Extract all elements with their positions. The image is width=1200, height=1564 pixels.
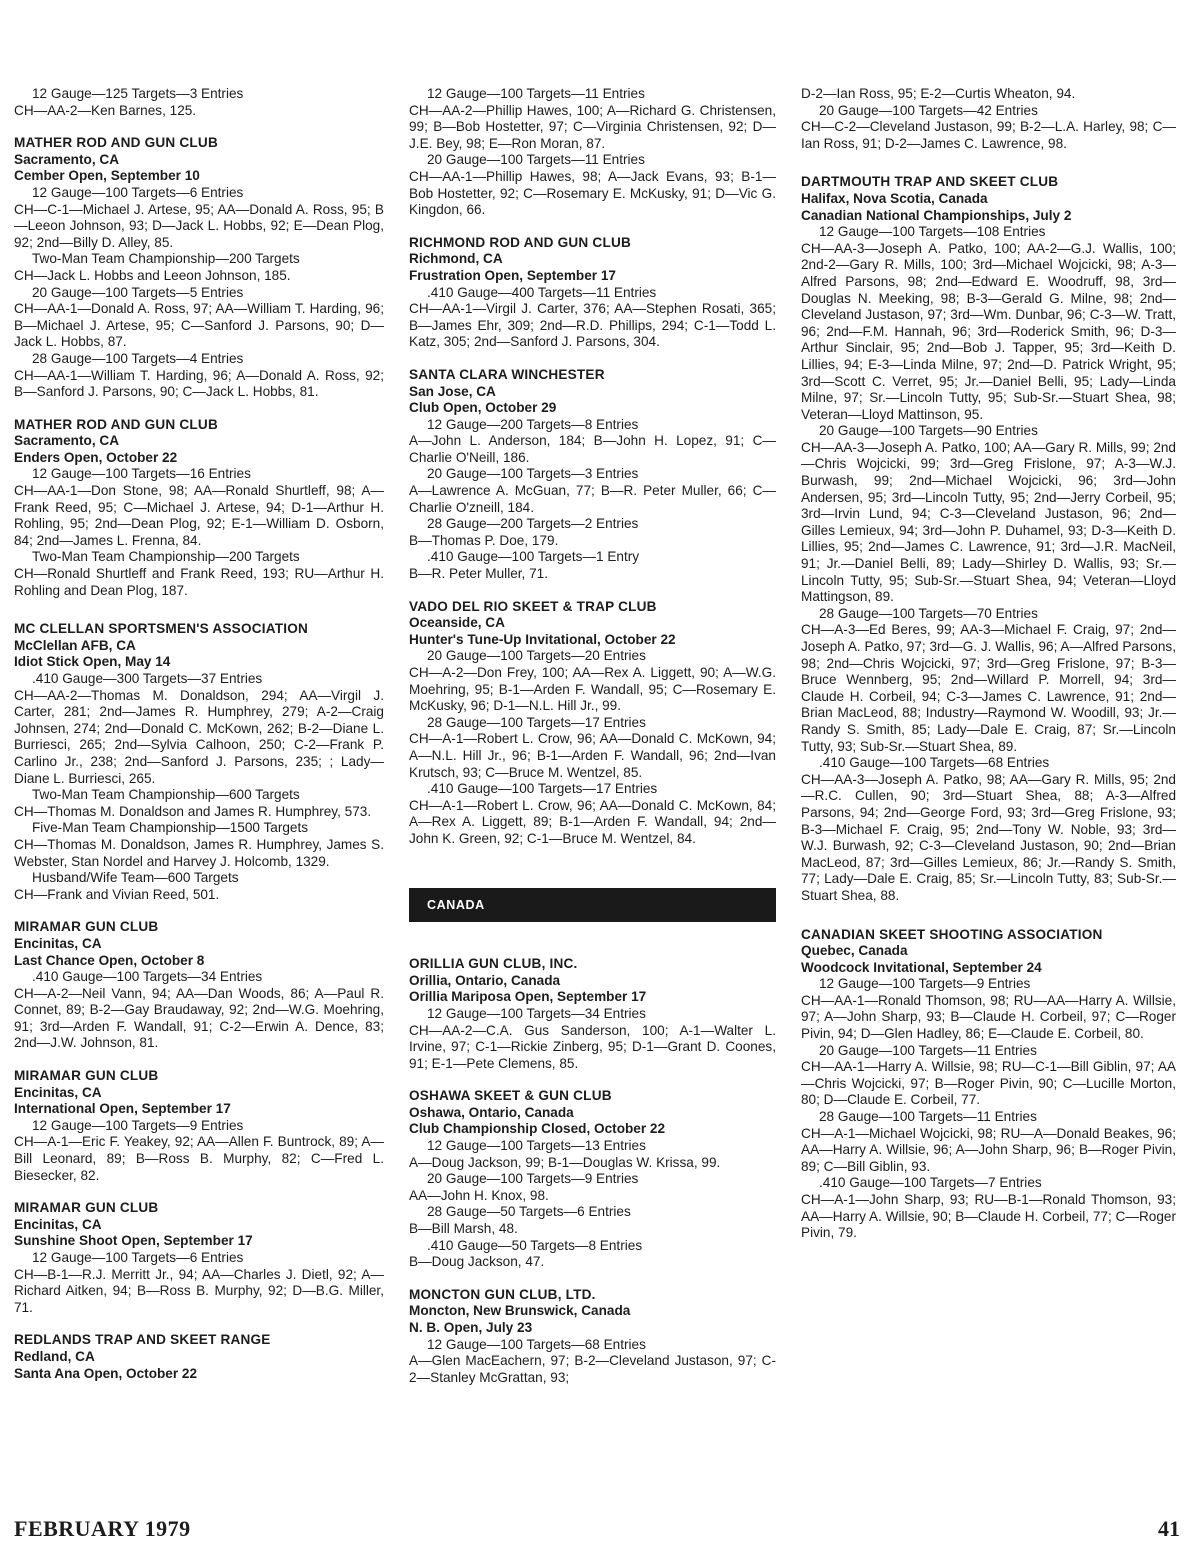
result-text: CH—A-3—Ed Beres, 99; AA-3—Michael F. Craig, 97; 2nd—Joseph A. Patko, 97; 3rd—G. J. Wallis, 96; A—Alfred Parsons, 98; 2nd—Chris Wojcicki, 97; 3rd—Greg Frislone, 97; B-3—Bruce Wennberg, 95; 2nd—Willard P. Morrell, 94; 3rd—Claude H. Corbeil, 94; C-3—James C. Lawrence, 91; 2nd—Brian MacLeod, 88; Industry—Raymond W. Woodill, 93; Jr.—Randy S. Smith, 85; Lady—Dale E. Craig, 87; Sr.—Lincoln Tutty, 93; Sub-Sr.—Stuart Shea, 89.	[801, 622, 1177, 754]
event-heading: 12 Gauge—100 Targets—16 Entries	[32, 466, 251, 482]
result-text: A—Doug Jackson, 99; B-1—Douglas W. Krissa, 99.	[409, 1154, 721, 1170]
event-title: Canadian National Championships, July 2	[801, 207, 1072, 223]
club-name: REDLANDS TRAP AND SKEET RANGE	[14, 1332, 271, 1348]
event-heading: 12 Gauge—100 Targets—13 Entries	[427, 1138, 646, 1154]
club-location: McClellan AFB, CA	[14, 637, 136, 653]
event-heading: .410 Gauge—100 Targets—1 Entry	[427, 549, 640, 565]
section-banner: CANADA	[409, 888, 776, 923]
result-text: CH—AA-2—Thomas M. Donaldson, 294; AA—Virgil J. Carter, 281; 2nd—James R. Humphrey, 279; A-2—Craig Johnsen, 274; 2nd—Donald C. McKown, 262; B-2—Diane L. Burriesci, 265; 2nd—Sylvia Calhoon, 250; C-2—Frank P. Carlino Jr., 238; 2nd—Sanford J. Parsons, 235; ; Lady—Diane L. Burriesci, 265.	[14, 687, 384, 786]
event-title: Santa Ana Open, October 22	[14, 1365, 198, 1381]
club-location: Halifax, Nova Scotia, Canada	[801, 190, 988, 206]
event-heading: 20 Gauge—100 Targets—5 Entries	[32, 284, 244, 300]
club-location: Sacramento, CA	[14, 433, 120, 449]
result-text: AA—John H. Knox, 98.	[409, 1187, 549, 1203]
event-heading: 12 Gauge—100 Targets—9 Entries	[32, 1117, 244, 1133]
club-location: Oshawa, Ontario, Canada	[409, 1104, 574, 1120]
club-name: ORILLIA GUN CLUB, INC.	[409, 956, 578, 972]
club-name: MIRAMAR GUN CLUB	[14, 1068, 159, 1084]
result-text: CH—AA-2—C.A. Gus Sanderson, 100; A-1—Walter L. Irvine, 97; C-1—Rickie Zinberg, 95; D-1—Grant D. Coones, 91; E-1—Pete Clemens, 85.	[409, 1022, 776, 1071]
event-heading: 12 Gauge—200 Targets—8 Entries	[427, 416, 639, 432]
result-text: CH—AA-2—Phillip Hawes, 100; A—Richard G. Christensen, 99; B—Bob Hostetter, 97; C—Virginia Christensen, 92; D—J.E. Bey, 98; E—Ron Moran, 87.	[409, 102, 776, 151]
result-text: CH—Jack L. Hobbs and Leeon Johnson, 185.	[14, 267, 291, 283]
club-section	[409, 235, 776, 351]
result-text: CH—A-1—Robert L. Crow, 96; AA—Donald C. McKown, 84; A—Rex A. Liggett, 89; B-1—Arden F. Wandall, 94; 2nd—John K. Green, 92; C-1—Bruce M. Wentzel, 84.	[409, 797, 776, 846]
event-title: Hunter's Tune-Up Invitational, October 22	[409, 631, 676, 647]
event-heading: 28 Gauge—100 Targets—70 Entries	[819, 605, 1038, 621]
result-text: B—R. Peter Muller, 71.	[409, 566, 549, 582]
event-heading: 20 Gauge—100 Targets—42 Entries	[819, 102, 1038, 118]
club-name: CANADIAN SKEET SHOOTING ASSOCIATION	[801, 926, 1103, 942]
result-text: CH—AA-3—Joseph A. Patko, 98; AA—Gary R. Mills, 95; 2nd—R.C. Cullen, 90; 3rd—Stuart Shea, 88; A-3—Alfred Parsons, 94; 2nd—George Ford, 93; 3rd—Greg Frislone, 93; B-3—Michael F. Craig, 95; 2nd—Tony W. Noble, 93; 3rd—W.J. Burwash, 92; C-3—Cleveland Justason, 90; 2nd—Brian MacLeod, 87; 3rd—Gilles Lemieux, 86; Jr.—Randy S. Smith, 77; Lady—Dale E. Craig, 85; Sr.—Lincoln Tutty, 83; Sub-Sr.—Stuart Shea, 88.	[801, 771, 1176, 903]
club-section	[14, 135, 384, 401]
event-heading: .410 Gauge—100 Targets—34 Entries	[32, 969, 263, 985]
event-title: Club Championship Closed, October 22	[409, 1121, 666, 1137]
event-heading: .410 Gauge—50 Targets—8 Entries	[427, 1237, 643, 1253]
result-text: CH—Thomas M. Donaldson and James R. Humphrey, 573.	[14, 803, 372, 819]
event-title: Idiot Stick Open, May 14	[14, 654, 171, 670]
column-left	[14, 86, 384, 1398]
event-heading: Two-Man Team Championship—600 Targets	[32, 787, 300, 803]
event-heading: Husband/Wife Team—600 Targets	[32, 870, 239, 886]
event-title: Frustration Open, September 17	[409, 267, 616, 283]
event-heading: 28 Gauge—100 Targets—11 Entries	[819, 1109, 1037, 1125]
event-title: N. B. Open, July 23	[409, 1320, 533, 1335]
event-heading: Two-Man Team Championship—200 Targets	[32, 549, 300, 565]
result-text: CH—B-1—R.J. Merritt Jr., 94; AA—Charles J. Dietl, 92; A—Richard Aitken, 94; B—Ross B. Murphy, 92; D—B.G. Miller, 71.	[14, 1266, 384, 1315]
club-location: Redland, CA	[14, 1348, 95, 1364]
event-heading: 20 Gauge—100 Targets—20 Entries	[427, 648, 646, 664]
event-heading: 12 Gauge—100 Targets—9 Entries	[819, 976, 1031, 992]
result-text: CH—AA-3—Joseph A. Patko, 100; AA—Gary R. Mills, 99; 2nd—Chris Wojcicki, 99; 3rd—Greg Frislone, 97; A-3—W.J. Burwash, 99; 2nd—Michael Wojcicki, 96; 3rd—John Andersen, 95; 3rd—Lincoln Tutty, 95; 2nd—Jerry Corbeil, 95; 3rd—Irvin Lund, 94; C-3—Cleveland Justason, 96; 2nd—Gilles Lemieux, 94; 3rd—John P. Duhamel, 93; D-3—Keith D. Lillies, 95; 2nd—James C. Lawrence, 91; 3rd—J.R. MacNeil, 91; Jr.—Daniel Belli, 89; Lady—Shirley D. Wallis, 93; Sr.—Lincoln Tutty, 95; Sub-Sr.—Stuart Shea, 94; Veteran—Lloyd Mattingson, 89.	[801, 439, 1176, 605]
event-heading: .410 Gauge—100 Targets—68 Entries	[819, 755, 1050, 771]
event-heading: .410 Gauge—400 Targets—11 Entries	[427, 284, 657, 300]
club-section	[409, 367, 776, 583]
club-name: OSHAWA SKEET & GUN CLUB	[409, 1088, 612, 1104]
club-name: VADO DEL RIO SKEET & TRAP CLUB	[409, 598, 657, 614]
club-section	[14, 86, 384, 119]
event-heading: 12 Gauge—100 Targets—6 Entries	[32, 1250, 244, 1265]
issue-date: FEBRUARY 1979	[14, 1516, 191, 1541]
club-name: MIRAMAR GUN CLUB	[14, 919, 159, 935]
event-title: Last Chance Open, October 8	[14, 952, 205, 968]
club-section	[14, 1200, 384, 1316]
club-location: Moncton, New Brunswick, Canada	[409, 1303, 631, 1319]
club-location: Encinitas, CA	[14, 1084, 102, 1100]
event-heading: 28 Gauge—50 Targets—6 Entries	[427, 1204, 631, 1220]
event-heading: 12 Gauge—100 Targets—6 Entries	[32, 184, 244, 200]
page-number: 41	[1158, 1516, 1180, 1541]
result-text: CH—A-1—Eric F. Yeakey, 92; AA—Allen F. Buntrock, 89; A—Bill Leonard, 89; B—Ross B. Murphy, 82; C—Fred L. Biesecker, 82.	[14, 1134, 384, 1183]
result-text: CH—AA-1—Ronald Thomson, 98; RU—AA—Harry A. Willsie, 97; A—John Sharp, 93; B—Claude H. Corbeil, 97; C—Roger Pivin, 94; D—Glen Hadley, 86; E—Claude E. Corbeil, 80.	[801, 992, 1176, 1042]
club-name: MC CLELLAN SPORTSMEN'S ASSOCIATION	[14, 621, 308, 637]
club-name: RICHMOND ROD AND GUN CLUB	[409, 234, 631, 250]
result-text: A—Lawrence A. McGuan, 77; B—R. Peter Muller, 66; C—Charlie O'zneill, 184.	[409, 483, 776, 515]
event-heading: 20 Gauge—100 Targets—3 Entries	[427, 466, 639, 482]
result-text: CH—AA-3—Joseph A. Patko, 100; AA-2—G.J. Wallis, 100; 2nd-2—Gary R. Mills, 100; 3rd—Michael Wojcicki, 98; A-3—Alfred Parsons, 98; 2nd—Edward E. Woodruff, 98, 3rd—Douglas N. Meeking, 98; B-3—Gerald G. Milne, 98; 2nd—Cleveland Justason, 97; 3rd—Wm. Dunbar, 96; C-3—W. Tratt, 96; 2nd—F.M. Hannah, 96; 3rd—Roderick Smith, 96; D-3—Arthur Sinclair, 95; 2nd—Bob J. Tapper, 95; 3rd—Keith D. Lillies, 94; E-3—Linda Milne, 97; 2nd—D. Patrick Wright, 95; 3rd—Scott C. Verret, 95; Jr.—Daniel Belli, 95; Lady—Linda Milne, 97; Sr.—Lincoln Tutty, 95; Sub-Sr.—Stuart Shea, 98; Veteran—Lloyd Mattinson, 95.	[801, 240, 1176, 422]
result-text: CH—A-1—Robert L. Crow, 96; AA—Donald C. McKown, 94; A—N.L. Hill Jr., 96; B-1—Arden F. Wandall, 96; 2nd—Ivan Krutsch, 93; C—Bruce M. Wentzel, 85.	[409, 731, 776, 780]
column-middle	[409, 86, 776, 1402]
club-location: Sacramento, CA	[14, 151, 120, 167]
club-location: Encinitas, CA	[14, 935, 102, 951]
club-name: MATHER ROD AND GUN CLUB	[14, 135, 218, 151]
event-heading: .410 Gauge—300 Targets—37 Entries	[32, 671, 263, 686]
club-section	[14, 919, 384, 1052]
club-section	[409, 1287, 776, 1387]
event-heading: 20 Gauge—100 Targets—9 Entries	[427, 1171, 639, 1187]
event-title: Enders Open, October 22	[14, 449, 178, 465]
club-section	[409, 599, 776, 848]
event-title: Club Open, October 29	[409, 400, 557, 416]
result-text: CH—Thomas M. Donaldson, James R. Humphrey, James S. Webster, Stan Nordel and Harvey J. Holcomb, 1329.	[14, 836, 384, 869]
club-location: Orillia, Ontario, Canada	[409, 972, 561, 988]
result-text: CH—AA-1—Don Stone, 98; AA—Ronald Shurtleff, 98; A—Frank Reed, 95; C—Michael J. Artese, 94; D-1—Arthur H. Rohling, 95; 2nd—Dean Plog, 92; E-1—William D. Osborn, 84; 2nd—James L. Frenna, 84.	[14, 483, 384, 548]
result-text: CH—C-2—Cleveland Justason, 99; B-2—L.A. Harley, 98; C—Ian Ross, 91; D-2—James C. Lawrence, 98.	[801, 119, 1176, 151]
result-text: CH—AA-1—Donald A. Ross, 97; AA—William T. Harding, 96; B—Michael J. Artese, 95; C—Sanford J. Parsons, 90; D—Jack L. Hobbs, 87.	[14, 301, 384, 350]
result-text: CH—C-1—Michael J. Artese, 95; AA—Donald A. Ross, 95; B—Leeon Johnson, 93; D—Jack L. Hobbs, 92; E—Dean Plog, 92; 2nd—Billy D. Alley, 85.	[14, 201, 384, 250]
club-section	[14, 1332, 384, 1382]
result-text: A—Glen MacEachern, 97; B-2—Cleveland Justason, 97; C-2—Stanley McGrattan, 93;	[409, 1353, 776, 1385]
event-heading: 12 Gauge—100 Targets—68 Entries	[427, 1336, 646, 1352]
event-title: Sunshine Shoot Open, September 17	[14, 1233, 253, 1249]
club-location: Oceanside, CA	[409, 615, 505, 631]
club-section	[14, 621, 384, 903]
club-name: SANTA CLARA WINCHESTER	[409, 366, 605, 382]
club-location: San Jose, CA	[409, 383, 496, 399]
event-heading: 20 Gauge—100 Targets—11 Entries	[819, 1042, 1037, 1058]
result-text: CH—A-1—Michael Wojcicki, 98; RU—A—Donald Beakes, 96; AA—Harry A. Willsie, 96; A—John Sharp, 96; B—Roger Pivin, 89; C—Bill Giblin, 93.	[801, 1125, 1176, 1174]
event-heading: 12 Gauge—100 Targets—34 Entries	[427, 1005, 646, 1021]
result-text: CH—AA-1—Harry A. Willsie, 98; RU—C-1—Bill Giblin, 97; AA—Chris Wojcicki, 97; B—Roger Pivin, 90; C—Lucille Morton, 80; D—Claude E. Corbeil, 77.	[801, 1059, 1176, 1108]
club-name: DARTMOUTH TRAP AND SKEET CLUB	[801, 174, 1059, 190]
column-right	[801, 86, 1176, 1258]
event-heading: .410 Gauge—100 Targets—17 Entries	[427, 781, 658, 797]
result-text: CH—A-2—Neil Vann, 94; AA—Dan Woods, 86; A—Paul R. Connet, 89; B-2—Gay Braudaway, 92; 2nd—W.G. Moehring, 91; 3rd—Arden F. Wandall, 91; C-2—Erwin A. Dence, 83; 2nd—J.W. Johnson, 81.	[14, 985, 384, 1051]
event-heading: Two-Man Team Championship—200 Targets	[32, 251, 300, 267]
event-title: Woodcock Invitational, September 24	[801, 959, 1042, 975]
result-text: B—Thomas P. Doe, 179.	[409, 532, 559, 548]
event-heading: 28 Gauge—100 Targets—17 Entries	[427, 714, 646, 730]
result-text: B—Doug Jackson, 47.	[409, 1254, 545, 1270]
club-location: Quebec, Canada	[801, 943, 908, 959]
event-heading: 12 Gauge—100 Targets—108 Entries	[819, 224, 1046, 240]
result-text: CH—Ronald Shurtleff and Frank Reed, 193; RU—Arthur H. Rohling and Dean Plog, 187.	[14, 566, 384, 598]
result-text: A—John L. Anderson, 184; B—John H. Lopez, 91; C—Charlie O'Neill, 186.	[409, 433, 776, 465]
club-location: Richmond, CA	[409, 251, 503, 267]
club-section	[409, 956, 776, 1072]
result-text: D-2—Ian Ross, 95; E-2—Curtis Wheaton, 94.	[801, 86, 1076, 101]
result-text: B—Bill Marsh, 48.	[409, 1221, 518, 1237]
event-title: Orillia Mariposa Open, September 17	[409, 989, 647, 1005]
event-heading: 20 Gauge—100 Targets—90 Entries	[819, 423, 1038, 439]
event-heading: Five-Man Team Championship—1500 Targets	[32, 820, 309, 836]
event-heading: 12 Gauge—100 Targets—11 Entries	[427, 86, 645, 101]
result-text: CH—AA-2—Ken Barnes, 125.	[14, 102, 197, 118]
club-name: MIRAMAR GUN CLUB	[14, 1200, 159, 1216]
club-name: MATHER ROD AND GUN CLUB	[14, 416, 218, 432]
result-text: CH—AA-1—Phillip Hawes, 98; A—Jack Evans, 93; B-1—Bob Hostetter, 92; C—Rosemary E. McKusky, 91; D—Vic G. Kingdon, 66.	[409, 168, 776, 218]
event-title: Cember Open, September 10	[14, 168, 200, 184]
club-section	[14, 417, 384, 600]
club-section	[801, 927, 1176, 1242]
event-heading: 28 Gauge—100 Targets—4 Entries	[32, 350, 244, 366]
club-section	[801, 174, 1176, 904]
event-title: International Open, September 17	[14, 1101, 231, 1117]
club-section	[409, 86, 776, 219]
result-text: CH—Frank and Vivian Reed, 501.	[14, 886, 220, 902]
club-section	[409, 1088, 776, 1271]
result-text: CH—A-1—John Sharp, 93; RU—B-1—Ronald Thomson, 93; AA—Harry A. Willsie, 90; B—Claude H. Corbeil, 77; C—Roger Pivin, 79.	[801, 1192, 1176, 1241]
result-text: CH—A-2—Don Frey, 100; AA—Rex A. Liggett, 90; A—W.G. Moehring, 95; B-1—Arden F. Wandall, 95; C—Rosemary E. McKusky, 96; D-1—N.L. Hill Jr., 99.	[409, 665, 776, 714]
club-section	[801, 86, 1176, 152]
event-heading: .410 Gauge—100 Targets—7 Entries	[819, 1175, 1042, 1191]
result-text: CH—AA-1—Virgil J. Carter, 376; AA—Stephen Rosati, 365; B—James Ehr, 309; 2nd—R.D. Phillips, 294; C-1—Todd L. Katz, 305; 2nd—Sanford J. Parsons, 304.	[409, 301, 776, 350]
event-heading: 12 Gauge—125 Targets—3 Entries	[32, 86, 244, 101]
event-heading: 28 Gauge—200 Targets—2 Entries	[427, 516, 639, 532]
club-section	[14, 1068, 384, 1184]
club-name: MONCTON GUN CLUB, LTD.	[409, 1286, 596, 1302]
result-text: CH—AA-1—William T. Harding, 96; A—Donald A. Ross, 92; B—Sanford J. Parsons, 90; C—Jack L. Hobbs, 81.	[14, 367, 384, 400]
club-location: Encinitas, CA	[14, 1216, 102, 1232]
event-heading: 20 Gauge—100 Targets—11 Entries	[427, 152, 645, 168]
